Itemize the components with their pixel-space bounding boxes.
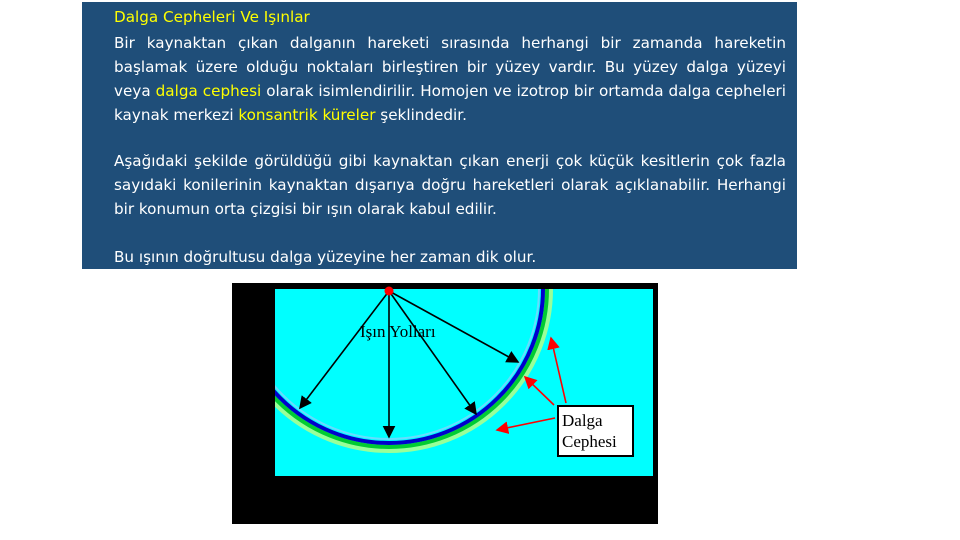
x-tick-label: 400 [562,480,580,494]
y-tick-label: 100 [249,356,267,370]
x-axis-label: Distance (m) [429,507,495,521]
wavefront-label-line2: Cephesi [562,432,617,451]
paragraph1-text-c: şeklindedir. [375,106,467,124]
y-axis-label: Depth (m) [235,359,247,407]
label-ray-paths: Işın Yolları [360,322,436,341]
x-tick-label: 500 [634,480,652,494]
paragraph1-text-b: olarak isimlendirilir. Homojen ve izotrop bir ortamda dalga cepheleri kaynak merkezi [114,82,786,124]
y-tick-label: 200 [249,429,267,443]
highlight-konsantrik-kureler: konsantrik küreler [238,106,376,124]
highlight-dalga-cephesi: dalga cephesi [155,82,262,100]
source-point [385,287,394,296]
x-tick-label: 0 [276,480,282,494]
paragraph-ray-perpendicular: Bu ışının doğrultusu dalga yüzeyine her zaman dik olur. [114,248,537,266]
y-tick-label: 50 [255,319,267,333]
y-tick-label: 150 [249,392,267,406]
y-axis-ticks [249,283,267,479]
x-tick-label: 100 [343,480,361,494]
y-tick-label: 0 [261,283,267,297]
paragraph-wavefront-definition [114,31,786,127]
text-panel [82,2,797,269]
paragraph-ray-explanation: Aşağıdaki şekilde görüldüğü gibi kaynaktan çıkan enerji çok küçük kesitlerin çok fazla sayıdaki konilerinin kaynaktan dışarıya doğru hareketleri olarak açıklanabilir. Herhangi bir konumun orta çizgisi bir ışın olarak kabul edilir. [114,152,786,218]
wavefront-figure [232,283,658,524]
x-tick-label: 300 [489,480,507,494]
slide-title: Dalga Cepheleri Ve Işınlar [114,8,310,26]
x-axis-ticks [276,480,652,494]
x-tick-label: 200 [416,480,434,494]
y-tick-label: 250 [249,465,267,479]
paragraph1-text-a: Bir kaynaktan çıkan dalganın hareketi sırasında herhangi bir zamanda hareketin başlamak üzere olduğu noktaları birleştiren bir yüzey vardır. Bu yüzey dalga yüzeyi veya [114,34,786,100]
wavefront-label-line1: Dalga [562,411,603,430]
